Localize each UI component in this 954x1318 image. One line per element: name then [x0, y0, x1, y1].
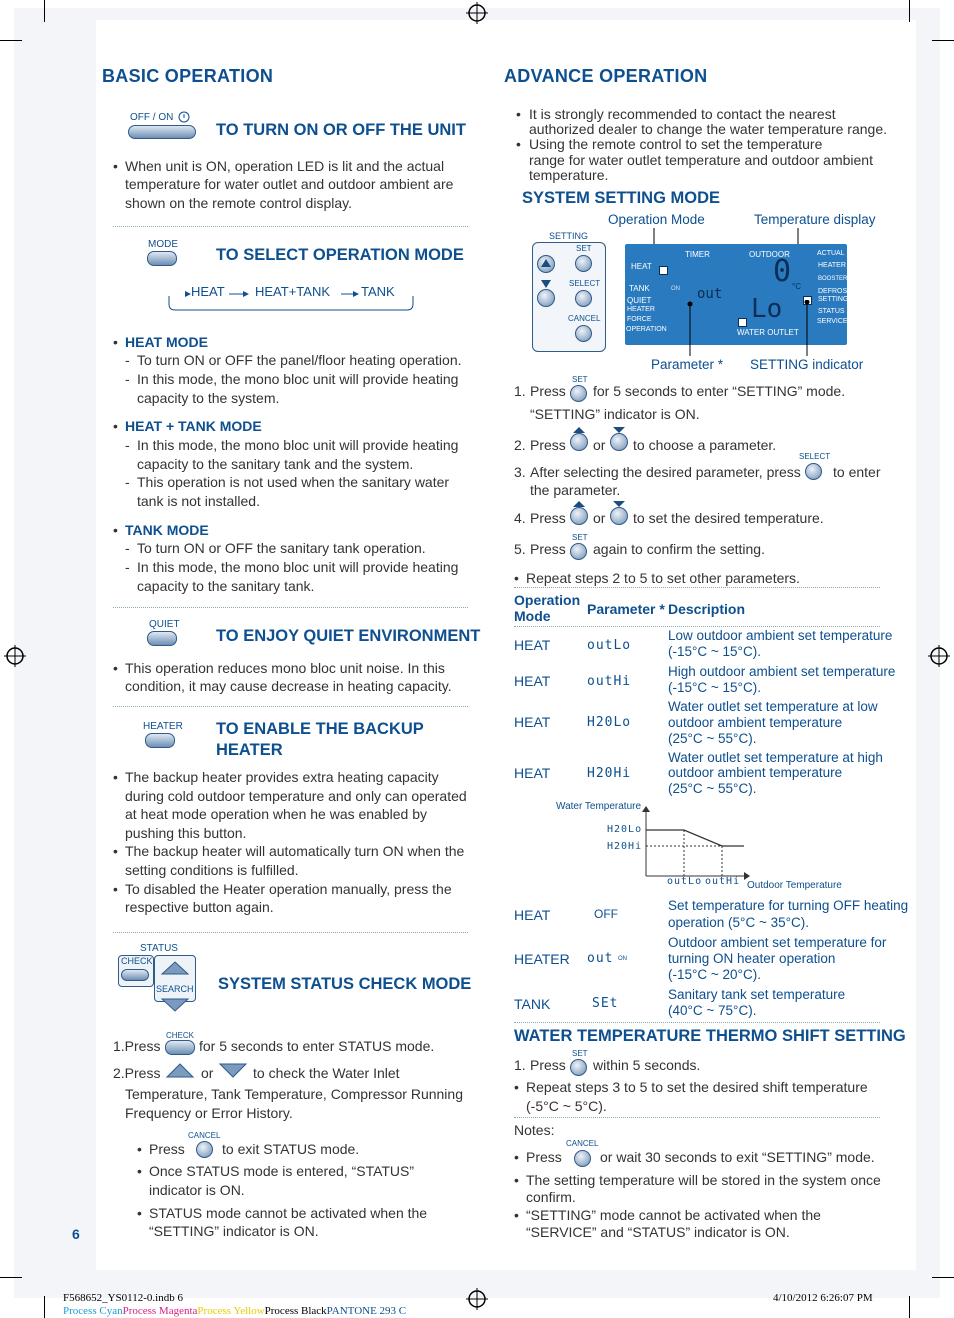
table-row-desc-1: Sanitary tank set temperature — [668, 987, 846, 1002]
heater-button[interactable] — [145, 733, 175, 748]
table-row-param: outHi — [587, 674, 632, 689]
inline-set-label: SET — [572, 1049, 588, 1058]
graph-outhi: outHi — [705, 876, 741, 887]
thermo-note-1-a: Press — [526, 1149, 562, 1165]
divider — [113, 706, 468, 707]
table-row-desc-2: outdoor ambient temperature — [668, 715, 843, 730]
onoff-title: TO TURN ON OR OFF THE UNIT — [216, 121, 466, 139]
lcd-big-digit: 0 — [773, 254, 792, 289]
table-row-mode: HEAT — [514, 637, 551, 653]
lcd-force: FORCE — [627, 316, 652, 323]
registration-mark-icon — [466, 1288, 488, 1310]
table-header-mode — [514, 592, 580, 624]
table-header-mode-1: Operation — [514, 592, 581, 608]
bullet: • — [137, 1141, 142, 1157]
bullet: • — [113, 660, 118, 676]
status-note-1-b: to exit STATUS mode. — [222, 1141, 360, 1157]
rc-cancel-button[interactable] — [575, 325, 592, 342]
status-note-3-b: “SETTING” indicator is ON. — [149, 1223, 319, 1239]
advance-intro-3: Using the remote control to set the temperature — [529, 136, 823, 152]
bullet: • — [514, 1149, 519, 1165]
crop-mark — [0, 1277, 22, 1278]
inline-check-label: CHECK — [166, 1031, 195, 1040]
onoff-button[interactable] — [128, 125, 196, 139]
lcd-heater: HEATER — [627, 306, 655, 313]
step-4-b: to set the desired temperature. — [633, 510, 824, 526]
mode-flow-tank: TANK — [361, 284, 395, 299]
table-row-mode: HEATER — [514, 951, 570, 967]
crop-mark — [932, 40, 954, 41]
onoff-text-1: When unit is ON, operation LED is lit and the actual — [125, 158, 445, 174]
check-label: CHECK — [121, 956, 153, 966]
heater-text-4: pushing this button. — [125, 825, 247, 841]
inline-up-button — [570, 433, 588, 451]
heat-tank-line-1: In this mode, the mono bloc unit will provide heating — [137, 437, 459, 453]
graph-x-label: Outdoor Temperature — [747, 880, 842, 891]
bullet: • — [514, 1172, 519, 1188]
footer-pantone: PANTONE 293 C — [326, 1305, 407, 1317]
inline-cancel-label: CANCEL — [566, 1139, 599, 1148]
bullet: • — [516, 136, 521, 152]
step-1-c: “SETTING” indicator is ON. — [530, 406, 700, 422]
table-row-desc-2: operation (5°C ~ 35°C). — [668, 915, 809, 930]
thermo-note-3-b: “SERVICE” and “STATUS” indicator is ON. — [526, 1224, 790, 1240]
bullet: • — [113, 334, 118, 350]
table-row-mode: HEAT — [514, 765, 551, 781]
status-note-3-a: STATUS mode cannot be activated when the — [149, 1205, 428, 1221]
table-row-param: OFF — [594, 907, 618, 921]
heat-mode-line-3: capacity to the system. — [137, 390, 280, 406]
tank-mode-line-2: In this mode, the mono bloc unit will provide heating — [137, 559, 459, 575]
crop-mark — [909, 1296, 910, 1318]
table-row-param-on: ON — [618, 956, 627, 962]
mode-title: TO SELECT OPERATION MODE — [216, 246, 464, 264]
status-note-2-a: Once STATUS mode is entered, “STATUS” — [149, 1163, 415, 1179]
label-parameter: Parameter * — [651, 357, 724, 372]
bottom-pointer-lines — [680, 300, 820, 360]
rc-select-label: SELECT — [569, 279, 601, 288]
bullet: • — [113, 881, 118, 897]
table-row-mode: HEAT — [514, 907, 551, 923]
down-arrow-icon[interactable] — [160, 997, 190, 1013]
label-operation-mode: Operation Mode — [608, 212, 705, 227]
mode-button-label: MODE — [148, 239, 178, 250]
mode-flow-heat-tank: HEAT+TANK — [255, 284, 331, 299]
crop-mark — [909, 0, 910, 22]
search-label: SEARCH — [156, 984, 194, 994]
footer-file: F568652_YS0112-0.indb 6 — [63, 1292, 183, 1304]
table-row-desc-1: Outdoor ambient set temperature for — [668, 935, 887, 950]
status-step-2-or: or — [201, 1065, 214, 1081]
bullet: • — [514, 1079, 519, 1095]
thermo-note-2-b: confirm. — [526, 1189, 576, 1205]
footer-black: Process Black — [264, 1305, 327, 1317]
status-title: SYSTEM STATUS CHECK MODE — [218, 975, 472, 993]
divider — [514, 626, 880, 627]
heat-mode-title: HEAT MODE — [125, 334, 208, 350]
heater-text-8: respective button again. — [125, 899, 274, 915]
status-step-1-a: 1.Press — [113, 1038, 161, 1054]
step-number: 2. — [514, 437, 526, 453]
footer-magenta: Process Magenta — [122, 1305, 198, 1317]
heat-tank-line-2: capacity to the sanitary tank and the system. — [137, 456, 414, 472]
status-step-2-c: Temperature, Tank Temperature, Compressor Running — [125, 1086, 463, 1102]
heater-text-1: The backup heater provides extra heating capacity — [125, 769, 439, 785]
divider — [514, 587, 880, 588]
table-row-desc-2: (-15°C ~ 15°C). — [668, 644, 761, 659]
rc-setting-label: SETTING — [549, 231, 589, 241]
table-row-desc-2: (-15°C ~ 15°C). — [668, 680, 761, 695]
inline-set-label: SET — [572, 375, 588, 384]
table-row-desc-1: High outdoor ambient set temperature — [668, 664, 896, 679]
lcd-quiet: QUIET — [627, 296, 652, 305]
table-row-desc-2: outdoor ambient temperature — [668, 765, 843, 780]
divider — [514, 1022, 880, 1023]
onoff-text-2: temperature for water outlet and outdoor ambient are — [125, 176, 454, 192]
step-number: 1. — [514, 1057, 526, 1073]
step-5-a: Press — [530, 541, 566, 557]
down-arrow-icon — [218, 1062, 248, 1080]
step-2-a: Press — [530, 437, 566, 453]
step-3-b: to enter — [833, 464, 881, 480]
inline-select-label: SELECT — [799, 452, 831, 461]
up-arrow-icon — [165, 1062, 195, 1080]
heat-mode-line-1: To turn ON or OFF the panel/floor heating operation. — [137, 352, 462, 368]
heat-mode-line-2: In this mode, the mono bloc unit will provide heating — [137, 371, 459, 387]
inline-cancel-label: CANCEL — [188, 1131, 221, 1140]
dash: - — [125, 371, 130, 387]
quiet-button[interactable] — [147, 631, 177, 646]
lcd-actual: ACTUAL — [817, 250, 845, 257]
heater-text-7: To disabled the Heater operation manually, press the — [125, 881, 452, 897]
bullet: • — [113, 843, 118, 859]
step-number: 4. — [514, 510, 526, 526]
heater-title-2: HEATER — [216, 741, 283, 759]
crop-mark — [44, 1296, 45, 1318]
lcd-setting: SETTING — [818, 296, 849, 303]
rc-cancel-label: CANCEL — [568, 314, 601, 323]
table-row-desc-1: Set temperature for turning OFF heating — [668, 898, 909, 913]
system-setting-mode-title: SYSTEM SETTING MODE — [522, 189, 721, 207]
footer-yellow: Process Yellow — [197, 1305, 265, 1317]
table-row-desc-1: Low outdoor ambient set temperature — [668, 628, 893, 643]
inline-set-label: SET — [572, 533, 588, 542]
graph-outlo: outLo — [667, 876, 703, 887]
graph-y-label: Water Temperature — [556, 801, 642, 812]
inline-set-button — [570, 543, 587, 560]
inline-check-button — [165, 1040, 195, 1055]
table-row-desc-1: Water outlet set temperature at low — [668, 699, 878, 714]
rc-set-label: SET — [576, 244, 592, 253]
step-5-b: again to confirm the setting. — [593, 541, 765, 557]
lcd-heat: HEAT — [631, 262, 652, 271]
heater-text-6: setting conditions is fulfilled. — [125, 862, 299, 878]
footer-process-colors — [63, 1305, 406, 1317]
table-row-mode: TANK — [514, 996, 551, 1012]
step-1-a: Press — [530, 383, 566, 399]
thermo-note-2-a: The setting temperature will be stored in the system once — [526, 1172, 881, 1188]
lcd-degc: °C — [792, 282, 801, 291]
quiet-text-1: This operation reduces mono bloc unit noise. In this — [125, 660, 445, 676]
heat-tank-mode-title: HEAT + TANK MODE — [125, 418, 262, 434]
footer-cyan: Process Cyan — [63, 1305, 123, 1317]
crop-mark — [0, 40, 22, 41]
step-2-or: or — [593, 437, 606, 453]
thermo-repeat-2: (-5°C ~ 5°C). — [526, 1098, 607, 1114]
thermo-note-1-b: or wait 30 seconds to exit “SETTING” mode. — [600, 1149, 875, 1165]
heat-tank-line-4: tank is not installed. — [137, 493, 260, 509]
lcd-operation: OPERATION — [626, 326, 667, 333]
table-row-desc-2: turning ON heater operation — [668, 951, 836, 966]
dash: - — [125, 540, 130, 556]
thermo-shift-title: WATER TEMPERATURE THERMO SHIFT SETTING — [514, 1027, 906, 1045]
step-3-a: After selecting the desired parameter, press — [530, 464, 801, 480]
tank-mode-title: TANK MODE — [125, 522, 209, 538]
status-step-2-a: 2.Press — [113, 1065, 161, 1081]
bullet: • — [113, 418, 118, 434]
step-4-a: Press — [530, 510, 566, 526]
bullet: • — [137, 1205, 142, 1221]
power-icon — [178, 111, 190, 123]
dash: - — [125, 559, 130, 575]
label-setting-indicator: SETTING indicator — [750, 357, 864, 372]
dash: - — [125, 474, 130, 490]
bullet: • — [113, 769, 118, 785]
dash: - — [125, 352, 130, 368]
quiet-title: TO ENJOY QUIET ENVIRONMENT — [216, 627, 481, 645]
divider — [113, 607, 468, 608]
heater-text-3: at heat mode operation when he was enabled by — [125, 806, 427, 822]
footer-date: 4/10/2012 6:26:07 PM — [773, 1292, 873, 1304]
crop-mark — [932, 1277, 954, 1278]
check-button-pill[interactable] — [121, 969, 149, 981]
lcd-big-value: Lo — [751, 294, 783, 324]
status-note-1-a: Press — [149, 1141, 185, 1157]
inline-cancel-button — [196, 1141, 213, 1158]
onoff-button-label: OFF / ON — [130, 112, 174, 123]
table-header-mode-2: Mode — [514, 608, 551, 624]
heater-button-label: HEATER — [143, 721, 183, 732]
thermo-step-1-b: within 5 seconds. — [593, 1057, 701, 1073]
crop-mark — [44, 0, 45, 22]
registration-mark-icon — [466, 2, 488, 24]
divider — [113, 932, 468, 933]
lcd-marker — [659, 266, 668, 275]
dash: - — [125, 437, 130, 453]
status-note-2-b: indicator is ON. — [149, 1182, 245, 1198]
bullet: • — [516, 106, 521, 122]
up-arrow-icon[interactable] — [160, 960, 190, 976]
lcd-service: SERVICE — [817, 318, 848, 325]
onoff-text-3: shown on the remote control display. — [125, 195, 352, 211]
mode-button[interactable] — [147, 251, 177, 266]
step-number: 5. — [514, 541, 526, 557]
lcd-water-outlet: WATER OUTLET — [737, 328, 799, 337]
lcd-timer: TIMER — [685, 250, 710, 259]
table-row-mode: HEAT — [514, 714, 551, 730]
lcd-tank: TANK — [629, 284, 650, 293]
down-arrow-icon — [612, 426, 626, 434]
inline-down-button — [610, 507, 628, 525]
quiet-button-label: QUIET — [149, 619, 180, 630]
inline-down-button — [610, 433, 628, 451]
table-row-desc-3: (25°C ~ 55°C). — [668, 731, 757, 746]
table-header-description: Description — [668, 601, 746, 617]
lcd-defrost: DEFROST — [818, 288, 852, 295]
up-arrow-icon — [540, 257, 552, 269]
inline-select-button — [805, 463, 822, 480]
inline-set-button — [570, 1059, 587, 1076]
table-row-mode: HEAT — [514, 673, 551, 689]
status-step-1-b: for 5 seconds to enter STATUS mode. — [199, 1038, 435, 1054]
advance-intro-2: authorized dealer to change the water temperature range. — [529, 121, 888, 137]
basic-operation-title: BASIC OPERATION — [102, 66, 274, 86]
bullet: • — [113, 522, 118, 538]
advance-intro-5: temperature. — [529, 167, 609, 183]
status-label: STATUS — [140, 943, 178, 954]
advance-intro-1: It is strongly recommended to contact the nearest — [529, 106, 836, 122]
label-temperature-display: Temperature display — [754, 212, 876, 227]
advance-operation-title: ADVANCE OPERATION — [504, 66, 708, 86]
heater-title-1: TO ENABLE THE BACKUP — [216, 720, 424, 738]
inline-up-button — [570, 507, 588, 525]
registration-mark-icon — [928, 645, 950, 667]
heat-tank-line-3: This operation is not used when the sanitary water — [137, 474, 450, 490]
thermo-note-3-a: “SETTING” mode cannot be activated when the — [526, 1207, 821, 1223]
status-step-2-b: to check the Water Inlet — [253, 1065, 400, 1081]
inline-cancel-button — [574, 1150, 591, 1167]
rc-select-button[interactable] — [575, 290, 592, 307]
graph-h20lo: H20Lo — [607, 824, 643, 835]
heater-text-5: The backup heater will automatically turn ON when the — [125, 843, 465, 859]
step-4-or: or — [593, 510, 606, 526]
lcd-outdoor: OUTDOOR — [749, 250, 790, 259]
tank-mode-line-1: To turn ON or OFF the sanitary tank operation. — [137, 540, 426, 556]
notes-label: Notes: — [514, 1122, 555, 1138]
step-number: 1. — [514, 383, 526, 399]
table-header-parameter: Parameter * — [587, 601, 665, 617]
thermo-repeat-1: Repeat steps 3 to 5 to set the desired shift temperature — [526, 1079, 868, 1095]
table-row-param: SEt — [592, 996, 619, 1011]
table-row-param: out — [587, 951, 614, 966]
table-row-param: H20Hi — [587, 766, 632, 781]
thermo-step-1-a: Press — [530, 1057, 566, 1073]
heater-text-2: during cold outdoor temperature and only can operated — [125, 788, 467, 804]
table-row-desc-1: Water outlet set temperature at high — [668, 750, 883, 765]
registration-mark-icon — [4, 645, 26, 667]
quiet-text-2: condition, it may cause decrease in heating capacity. — [125, 678, 452, 694]
rc-set-button[interactable] — [575, 255, 592, 272]
step-2-b: to choose a parameter. — [633, 437, 777, 453]
table-row-desc-3: (25°C ~ 55°C). — [668, 781, 757, 796]
table-row-desc-2: (40°C ~ 75°C). — [668, 1003, 757, 1018]
lcd-param-segment: out — [697, 286, 723, 302]
down-arrow-icon — [612, 500, 626, 508]
step-1-b: for 5 seconds to enter “SETTING” mode. — [593, 383, 846, 399]
up-arrow-icon — [572, 426, 586, 434]
step-3-c: the parameter. — [530, 482, 621, 498]
table-row-param: H20Lo — [587, 715, 632, 730]
lcd-status: STATUS — [818, 308, 845, 315]
lcd-heater-right: HEATER — [818, 262, 846, 269]
lcd-on: ON — [671, 286, 680, 292]
bullet: • — [113, 158, 118, 174]
bullet: • — [514, 1207, 519, 1223]
advance-intro-4: range for water outlet temperature and outdoor ambient — [529, 152, 873, 168]
page-number: 6 — [72, 1226, 80, 1242]
rc-down-button[interactable] — [537, 289, 555, 307]
lcd-booster: BOOSTER — [818, 276, 848, 282]
tank-mode-line-3: capacity to the sanitary tank. — [137, 578, 315, 594]
graph-h20hi: H20Hi — [607, 841, 643, 852]
table-row-param: outLo — [587, 638, 632, 653]
status-step-2-d: Frequency or Error History. — [125, 1105, 293, 1121]
bullet: • — [514, 570, 519, 586]
table-row-desc-3: (-15°C ~ 20°C). — [668, 967, 761, 982]
mode-flow-heat: HEAT — [191, 284, 225, 299]
inline-set-button — [570, 385, 587, 402]
water-temperature-graph — [640, 806, 750, 886]
step-number: 3. — [514, 464, 526, 480]
divider — [113, 226, 468, 227]
bullet: • — [137, 1163, 142, 1179]
divider — [514, 1117, 880, 1118]
repeat-text: Repeat steps 2 to 5 to set other parameters. — [526, 570, 800, 586]
up-arrow-icon — [572, 500, 586, 508]
